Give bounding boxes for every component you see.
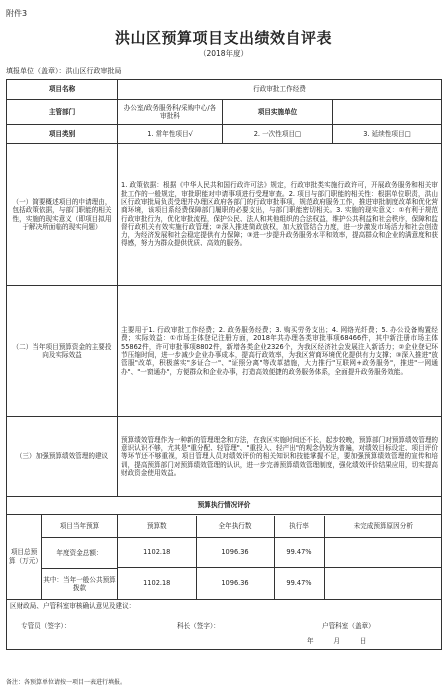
section-stamp-label: 户管科室（盖章） [322,622,375,630]
section-2-label: （二）当年项目预算资金的主要投向及实际效益 [7,286,118,417]
category-option-annual: 1. 常年性项目√ [118,125,223,144]
attachment-label: 附件3 [6,9,28,18]
category-option-continuing: 3. 延续性项目□ [333,125,442,144]
section-1-label: （一）简要概述项目的申请理由，包括政策依据，与部门职能的相关性，实施的现实意义（即项目拟用于解决所面临的现实问题） [7,144,118,286]
budget-table [118,516,442,599]
impl-unit-label: 项目实施单位 [223,100,333,125]
budget-row-1-executed: 1096.36 [196,538,274,568]
review-label: 区财政局、户管科室审核确认意见及建议： [10,602,136,610]
budget-section-title: 预算执行情况评价 [7,497,442,515]
budget-row-1-name: 年度资金总额： [42,538,117,569]
category-label: 项目类别 [7,125,118,144]
filing-unit [6,66,122,76]
budget-header-executed: 全年执行数 [196,516,274,538]
budget-header-project: 项目当年预算 [42,515,117,538]
budget-row-1-rate: 99.47% [274,538,324,568]
budget-row-2-rate: 99.47% [274,568,324,599]
impl-unit-value [333,100,442,125]
date-line: 年 月 日 [307,637,367,645]
budget-row-1-budget: 1102.18 [118,538,196,568]
section-2-content: 主要用于1. 行政审批工作经费；2. 政务服务经费；3. 购买劳务支出；4. 网络光纤费；5. 办公设备购置经费；实际效益：①市场主体登记注册方面，2018年共办理各类审批事项68466件，其中新注册市场主体55862件，许可审批事项8802件，新增各类企业2326个，为我区经济社会发展注入新活力；②企业登记环节压缩时间，进一步减少企业办事成本，提高行政效率，为我区营商环境优化提供有力支撑；③深入推进"放管服"改革，积极落实"多证合一"、"证照分离"等改革措施，大力推行"互联网+政务服务"，推进"一网通办"、"一窗通办"，方便群众和企业办事，打造高效便捷的政务服务体系，全面提升政务服务效能。 [118,286,442,417]
budget-row-2-budget: 1102.18 [118,568,196,599]
footnote: 备注：各预算单位请按一项目一表进行填报。 [6,679,127,686]
evaluation-table [6,79,442,650]
budget-row-1-reason [324,538,442,568]
filing-unit-label: 填报单位（盖章）： [6,67,66,75]
budget-row-2-reason [324,568,442,599]
section-3-content: 预算绩效管理作为一种新的管理理念和方法，在我区实施时间还不长，起步较晚，预算部门对预算绩效管理的意识认识不够，尤其是"重分配、轻管理"、"重投入、轻产出"的观念仍较为普遍，对绩效目标设定、项目评价等环节还不够重视，项目管理人员对绩效评价的相关知识和技能掌握不足，要加强预算绩效管理的宣传和培训，提高预算部门对预算绩效管理的认识，进一步完善预算绩效管理制度，强化绩效评价结果应用，切实提高财政资金使用效益。 [118,417,442,497]
project-name-label: 项目名称 [7,80,118,100]
report-year: （2018年度） [198,49,249,58]
budget-header-reason: 未完成预算原因分析 [324,516,442,538]
budget-header-rate: 执行率 [274,516,324,538]
budget-header-budget: 预算数 [118,516,196,538]
budget-row-2-executed: 1096.36 [196,568,274,599]
section-3-label: （三）加强预算绩效管理的建议 [7,417,118,497]
director-signature-label: 专管员（签字）： [21,622,71,630]
chief-signature-label: 科长（签字）： [177,622,220,630]
category-option-onetime: 2. 一次性项目□ [223,125,333,144]
dept-label: 主管部门 [7,100,118,125]
review-cell [7,600,442,650]
dept-value: 办公室/政务服务科/采购中心/各审批科 [118,100,223,125]
budget-row-2-name: 其中：当年一般公共预算拨款 [43,575,116,592]
project-name-value: 行政审批工作经费 [118,80,442,100]
section-1-content: 1. 政策依据：根据《中华人民共和国行政许可法》规定，行政审批类实施行政许可，开展政务服务和相关审批工作的一般规定，审批职能对申请事项进行受理审查。2. 项目与部门职能的相关性：根据单位职责，洪山区行政审批局负责受理并办理区政府各部门的行政审批事项，规范政府服务工作，推进审批制度改革和优化营商环境，该项目系经费保障部门履职的必要支出，与部门职能密切相关。3. 实施的现实意义：①有利于规范行政审批行为，优化审批流程，保护公民、法人和其他组织的合法权益，维护公共利益和社会秩序，保障和监督行政机关有效实施行政管理；②深入推进简政放权，加大放管结合力度，进一步激发市场活力和社会创造力，为经济发展和社会稳定提供有力保障；③进一步提升政务服务水平和效率，提高群众和企业的满意度和获得感，努力为群众提供优质、高效的服务。 [118,144,442,286]
document-title: 洪山区预算项目支出绩效自评表 [114,29,332,47]
budget-side-label: 项目总预算（万元） [7,515,42,599]
filing-unit-value: 洪山区行政审批局 [65,67,122,75]
